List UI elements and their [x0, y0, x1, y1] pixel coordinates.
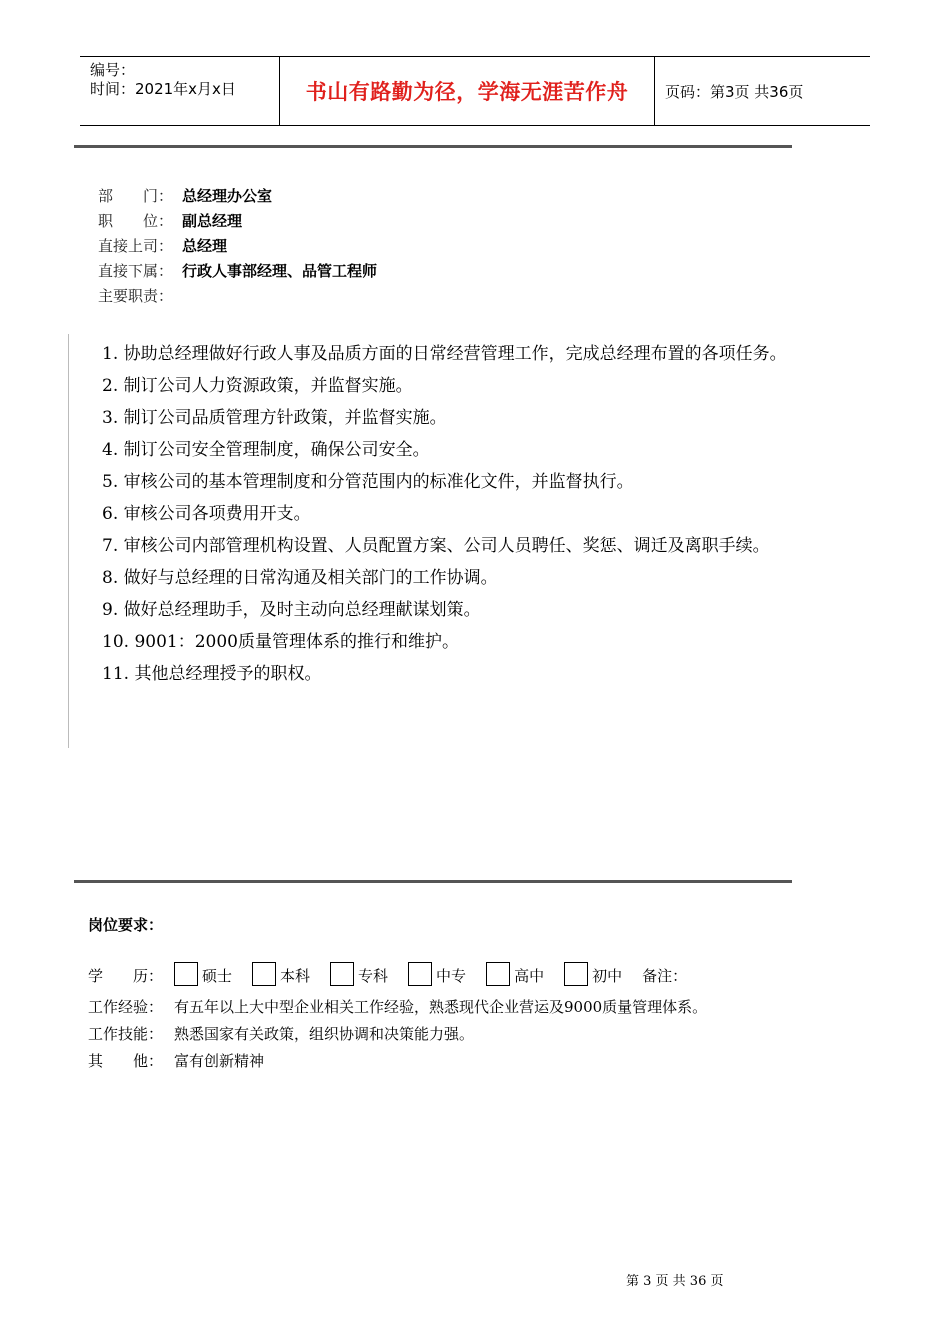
list-item: 7. 审核公司内部管理机构设置、人员配置方案、公司人员聘任、奖惩、调迁及离职手续。: [102, 536, 770, 556]
info-value: 总经理: [182, 237, 228, 255]
list-item: 8. 做好与总经理的日常沟通及相关部门的工作协调。: [102, 568, 498, 588]
remark-label: 备注：: [642, 967, 688, 985]
education-row: [88, 962, 687, 986]
info-row-position: [98, 209, 377, 234]
motto: 书山有路勤为径，学海无涯苦作舟: [280, 57, 655, 125]
checkbox[interactable]: [174, 962, 198, 986]
requirements-rows: [88, 994, 707, 1075]
list-item: 6. 审核公司各项费用开支。: [102, 504, 311, 524]
info-value: 副总经理: [182, 212, 243, 230]
requirement-label: 其 他：: [88, 1052, 164, 1070]
requirement-value: 富有创新精神: [174, 1052, 265, 1070]
job-info: [98, 184, 377, 309]
info-label: 主要职责：: [98, 287, 174, 305]
info-value: 总经理办公室: [182, 187, 273, 205]
info-row-duties: [98, 284, 377, 309]
header-table: [80, 56, 870, 126]
education-option-bachelor[interactable]: [252, 962, 310, 986]
option-label: 高中: [514, 967, 545, 985]
info-label: 直接上司：: [98, 237, 174, 255]
page-label: 页码：第3页 共36页: [665, 82, 804, 101]
info-value: 行政人事部经理、品管工程师: [182, 262, 378, 280]
page-footer: 第 3 页 共 36 页: [626, 1274, 724, 1289]
header-left-cell: [80, 57, 280, 125]
requirement-row-experience: [88, 994, 707, 1021]
duties-list: [102, 338, 792, 690]
info-label: 直接下属：: [98, 262, 174, 280]
option-label: 本科: [280, 967, 311, 985]
option-label: 硕士: [202, 967, 233, 985]
option-label: 中专: [436, 967, 467, 985]
bottom-divider: [74, 880, 792, 883]
duties-margin-line: [68, 334, 69, 748]
requirement-label: 工作技能：: [88, 1025, 164, 1043]
requirement-value: 熟悉国家有关政策，组织协调和决策能力强。: [174, 1025, 475, 1043]
info-row-department: [98, 184, 377, 209]
education-option-college[interactable]: [330, 962, 388, 986]
education-option-master[interactable]: [174, 962, 232, 986]
education-option-juniorhigh[interactable]: [564, 962, 622, 986]
list-item: 4. 制订公司安全管理制度，确保公司安全。: [102, 440, 430, 460]
education-label: 学 历：: [88, 967, 164, 985]
list-item: 10. 9001：2000质量管理体系的推行和维护。: [102, 632, 459, 652]
list-item: 11. 其他总经理授予的职权。: [102, 664, 322, 684]
option-label: 专科: [358, 967, 389, 985]
info-row-subordinates: [98, 259, 377, 284]
requirement-row-other: [88, 1048, 707, 1075]
checkbox[interactable]: [330, 962, 354, 986]
checkbox[interactable]: [564, 962, 588, 986]
education-option-highschool[interactable]: [486, 962, 544, 986]
info-label: 部 门：: [98, 187, 174, 205]
time-label: 时间：2021年x月x日: [90, 80, 236, 98]
education-option-technical[interactable]: [408, 962, 466, 986]
checkbox[interactable]: [408, 962, 432, 986]
list-item: 9. 做好总经理助手，及时主动向总经理献谋划策。: [102, 600, 481, 620]
list-item: 2. 制订公司人力资源政策，并监督实施。: [102, 376, 413, 396]
checkbox[interactable]: [486, 962, 510, 986]
list-item: 3. 制订公司品质管理方针政策，并监督实施。: [102, 408, 447, 428]
number-label: 编号：: [90, 61, 136, 79]
requirements-title: 岗位要求：: [88, 916, 164, 934]
list-item: 5. 审核公司的基本管理制度和分管范围内的标准化文件，并监督执行。: [102, 472, 634, 492]
checkbox[interactable]: [252, 962, 276, 986]
info-row-supervisor: [98, 234, 377, 259]
top-divider: [74, 145, 792, 148]
requirement-value: 有五年以上大中型企业相关工作经验，熟悉现代企业营运及9000质量管理体系。: [174, 998, 708, 1016]
option-label: 初中: [592, 967, 623, 985]
info-label: 职 位：: [98, 212, 174, 230]
requirement-label: 工作经验：: [88, 998, 164, 1016]
requirement-row-skills: [88, 1021, 707, 1048]
list-item: 1. 协助总经理做好行政人事及品质方面的日常经营管理工作，完成总经理布置的各项任务。: [102, 344, 787, 364]
